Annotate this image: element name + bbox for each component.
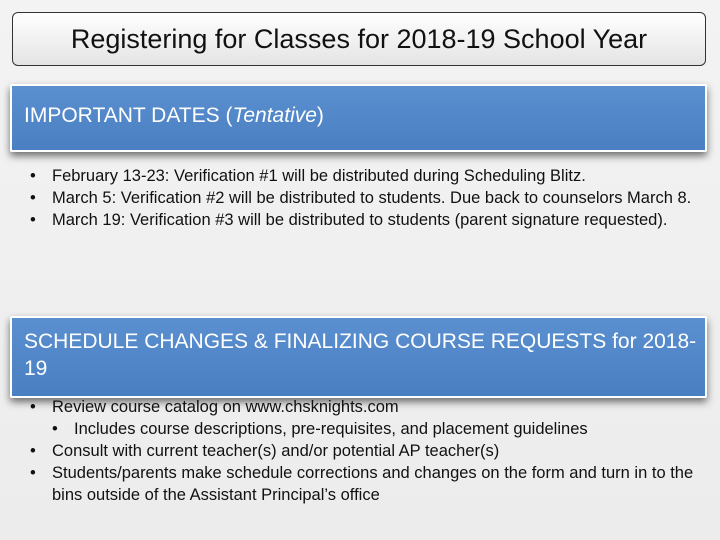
page-title: Registering for Classes for 2018-19 School Year — [70, 23, 648, 54]
heading-text: IMPORTANT DATES ( — [24, 104, 233, 127]
list-item: • February 13-23: Verification #1 will be distributed during Scheduling Blitz. — [30, 165, 702, 187]
list-item: • March 5: Verification #2 will be distributed to students. Due back to counselors March 8. — [30, 187, 702, 209]
heading-text-end: ) — [316, 104, 324, 127]
list-item-sub: • Includes course descriptions, pre-requisites, and placement guidelines — [52, 418, 702, 440]
section-header-important-dates — [10, 84, 707, 152]
section-heading: SCHEDULE CHANGES & FINALIZING COURSE REQUESTS for 2018-19 — [24, 330, 697, 380]
list-item: • Consult with current teacher(s) and/or potential AP teacher(s) — [30, 440, 702, 462]
heading-italic-text: Tentative — [232, 104, 317, 127]
list-item: • Review course catalog on www.chsknights.com — [30, 396, 702, 418]
important-dates-list — [30, 165, 702, 231]
schedule-changes-list — [30, 396, 702, 506]
list-item: • March 19: Verification #3 will be distributed to students (parent signature requested). — [30, 209, 702, 231]
section-header-schedule-changes — [10, 316, 707, 398]
list-item: • Students/parents make schedule corrections and changes on the form and turn in to the bins outside of the Assistant Principal’s office — [30, 462, 702, 506]
section-heading — [24, 102, 705, 129]
title-box — [12, 12, 706, 66]
